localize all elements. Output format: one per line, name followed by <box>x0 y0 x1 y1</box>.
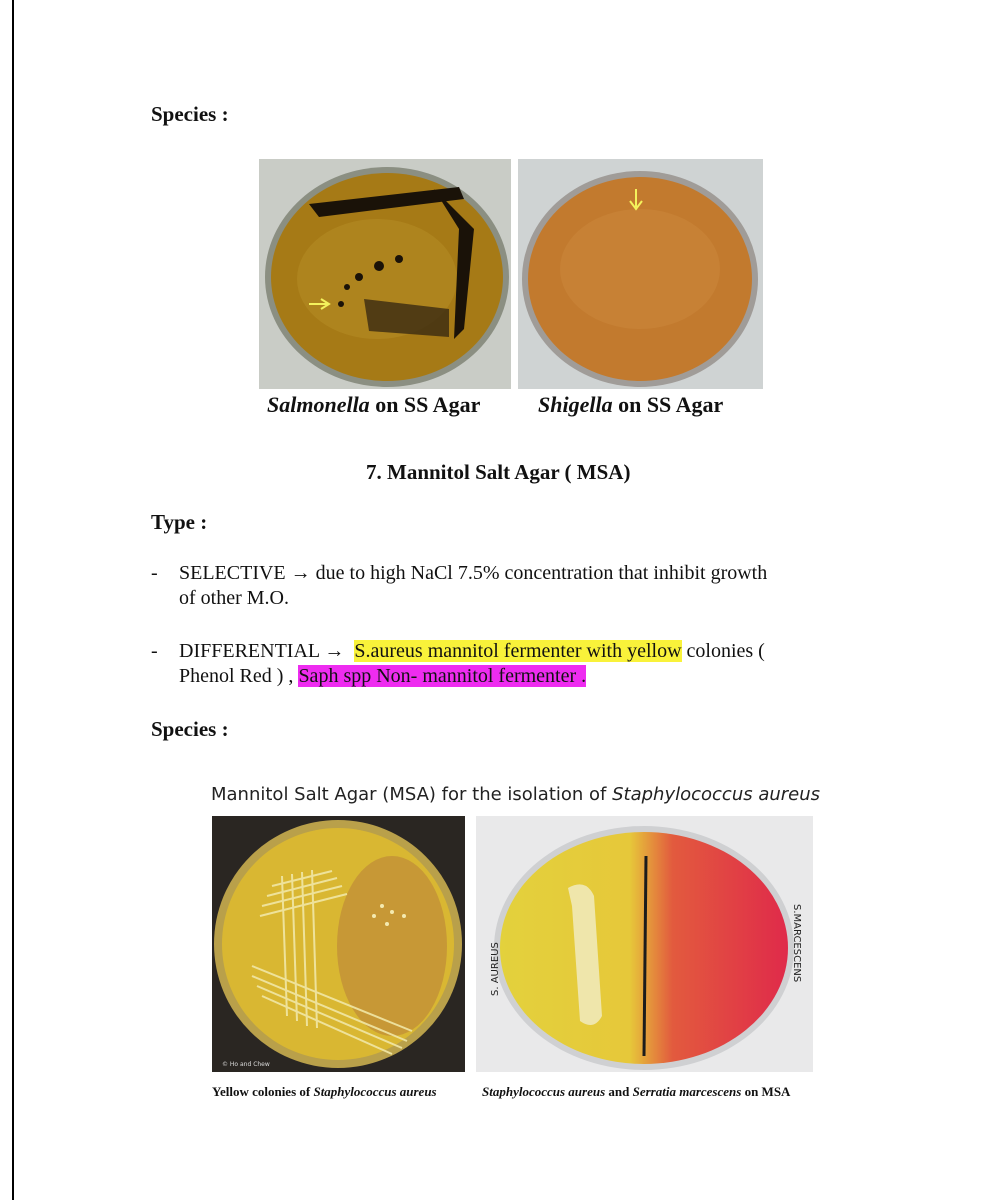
bullet-2-dash: - <box>151 640 158 662</box>
bullet-1-text <box>179 561 879 611</box>
bullet-2-line-2 <box>179 664 879 689</box>
shigella-ss-agar-photo <box>518 159 763 389</box>
bullet-2-text <box>179 639 879 689</box>
photo-credit: © Ho and Chew <box>222 1061 270 1068</box>
msa-left-caption <box>212 1084 437 1100</box>
salmonella-caption-rest: on SS Agar <box>369 392 481 417</box>
msa-right-caption-italic-2: Serratia marcescens <box>632 1084 742 1099</box>
bullet-2-prefix: DIFFERENTIAL → <box>179 640 355 662</box>
bullet-1-line-1: SELECTIVE → due to high NaCl 7.5% concentration that inhibit growth <box>179 562 768 584</box>
msa-yellow-colonies-photo <box>212 816 465 1072</box>
bullet-2-line2-prefix: Phenol Red ) , <box>179 665 299 687</box>
msa-figure-title-italic: Staphylococcus aureus <box>612 784 821 805</box>
shigella-caption-rest: on SS Agar <box>612 392 724 417</box>
msa-right-caption-end: on MSA <box>741 1084 791 1099</box>
msa-figure-title <box>211 784 820 805</box>
salmonella-ss-agar-photo <box>259 159 511 389</box>
plate-label-left: S. AUREUS <box>490 942 501 996</box>
msa-left-caption-italic: Staphylococcus aureus <box>313 1084 437 1099</box>
msa-figure-title-plain: Mannitol Salt Agar (MSA) for the isolation of <box>211 784 613 805</box>
section-heading-msa: 7. Mannitol Salt Agar ( MSA) <box>366 460 631 484</box>
shigella-caption-italic: Shigella <box>538 392 613 417</box>
salmonella-caption-italic: Salmonella <box>267 392 370 417</box>
msa-right-caption-mid: and <box>605 1084 633 1099</box>
msa-aureus-marcescens-photo <box>476 816 813 1072</box>
salmonella-caption <box>267 392 480 418</box>
shigella-caption <box>538 392 723 418</box>
plate-label-right: S.MARCESCENS <box>791 904 802 983</box>
msa-left-caption-plain: Yellow colonies of <box>212 1084 314 1099</box>
msa-right-caption-italic-1: Staphylococcus aureus <box>482 1084 606 1099</box>
msa-right-caption <box>482 1084 790 1100</box>
species-label-2: Species : <box>151 717 229 741</box>
page-left-border <box>0 0 14 1200</box>
bullet-1-dash: - <box>151 562 158 584</box>
highlight-pink-text: Saph spp Non- mannitol fermenter . <box>298 665 587 687</box>
bullet-1-line-2: of other M.O. <box>179 587 289 609</box>
type-label: Type : <box>151 510 208 534</box>
bullet-2-line-1 <box>179 639 879 664</box>
highlight-yellow-text: S.aureus mannitol fermenter with yellow <box>354 640 682 662</box>
bullet-2-after-yellow: colonies ( <box>681 640 765 662</box>
species-label-1: Species : <box>151 102 229 126</box>
